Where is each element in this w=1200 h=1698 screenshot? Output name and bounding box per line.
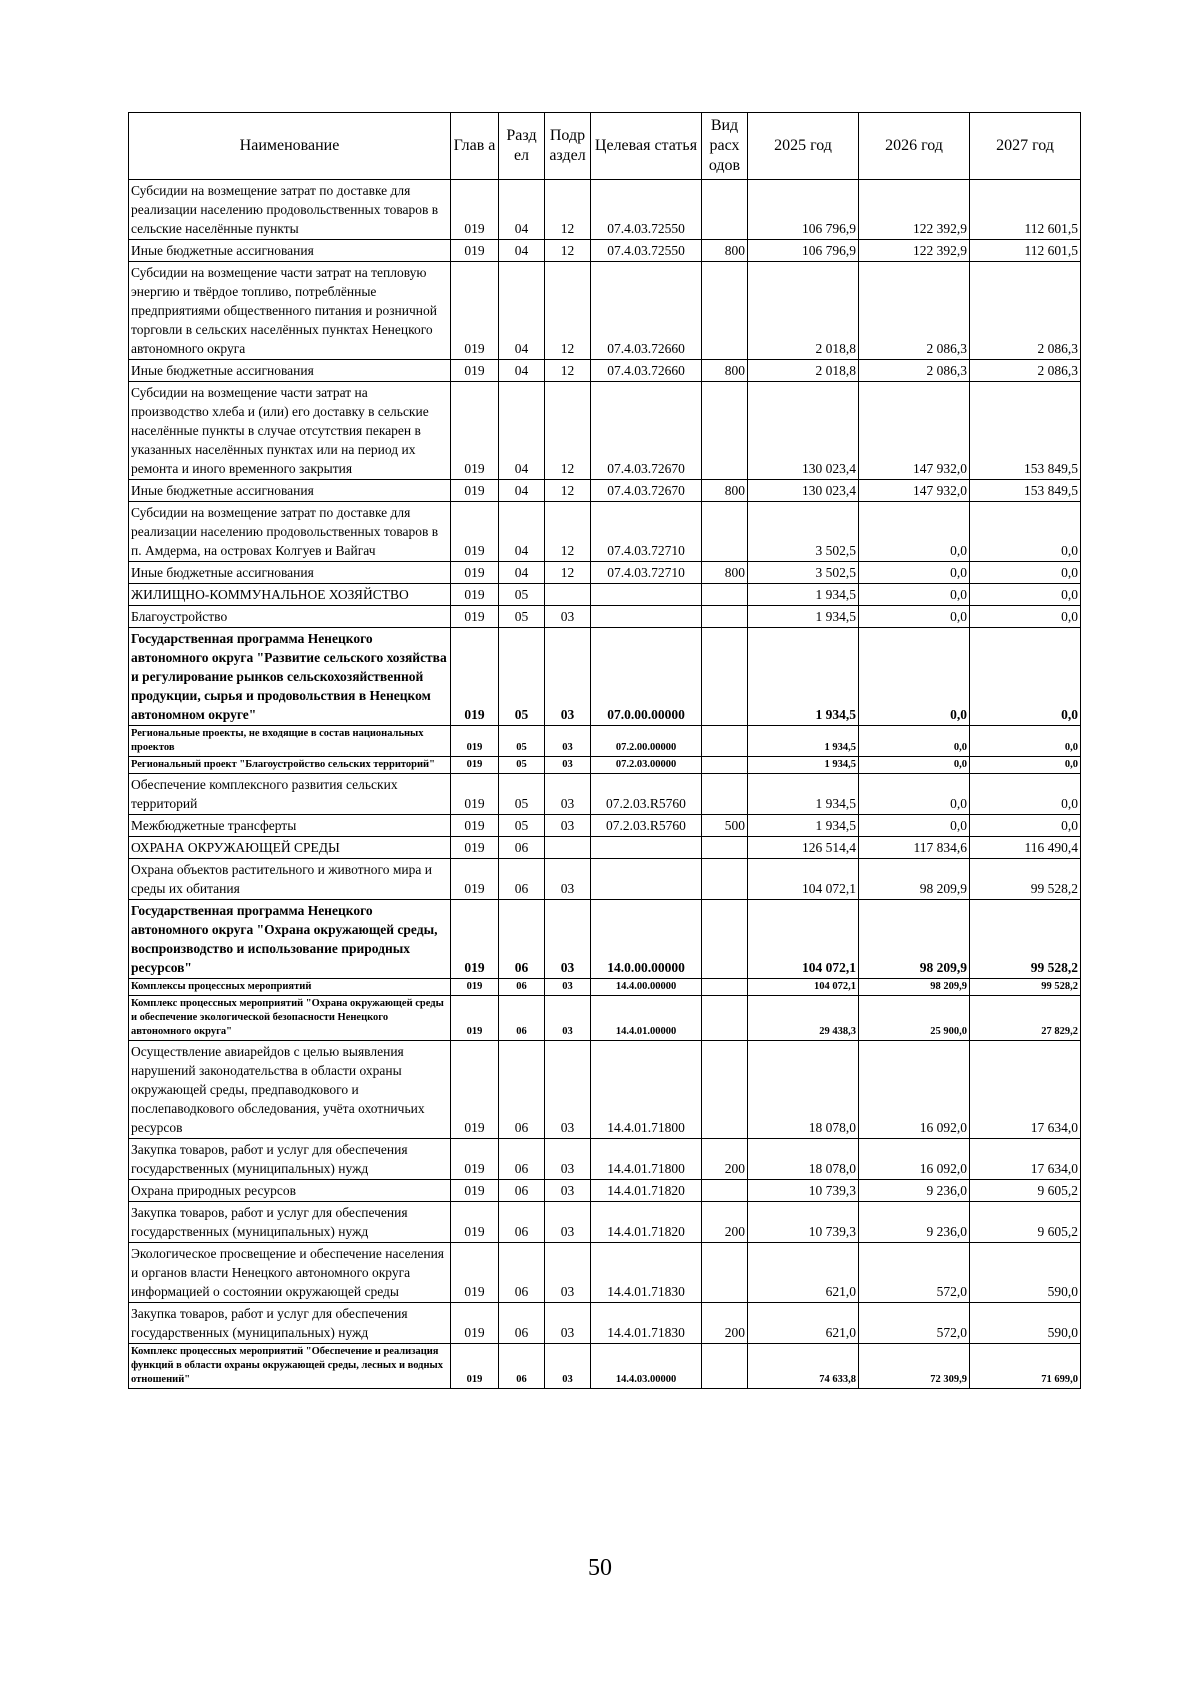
- cell-razdel: 05: [499, 606, 545, 628]
- cell-article: 07.2.00.00000: [591, 726, 702, 757]
- cell-glava: 019: [451, 859, 499, 900]
- cell-2027: 153 849,5: [970, 382, 1081, 480]
- cell-article: 07.4.03.72550: [591, 240, 702, 262]
- cell-2027: 99 528,2: [970, 979, 1081, 996]
- cell-glava: 019: [451, 996, 499, 1041]
- cell-vid: [702, 757, 748, 774]
- cell-2027: 17 634,0: [970, 1139, 1081, 1180]
- cell-razdel: 06: [499, 1139, 545, 1180]
- cell-name: Иные бюджетные ассигнования: [129, 240, 451, 262]
- cell-vid: 800: [702, 562, 748, 584]
- cell-glava: 019: [451, 1303, 499, 1344]
- table-row: [129, 757, 1081, 774]
- cell-podrazdel: 12: [545, 360, 591, 382]
- cell-2026: 0,0: [859, 757, 970, 774]
- cell-glava: 019: [451, 1139, 499, 1180]
- cell-2027: 99 528,2: [970, 859, 1081, 900]
- cell-podrazdel: 03: [545, 757, 591, 774]
- cell-glava: 019: [451, 900, 499, 979]
- table-row: [129, 382, 1081, 480]
- cell-podrazdel: 12: [545, 240, 591, 262]
- cell-vid: [702, 996, 748, 1041]
- cell-2026: 98 209,9: [859, 979, 970, 996]
- cell-name: Субсидии на возмещение части затрат на тепловую энергию и твёрдое топливо, потреблённые предприятиями общественного питания и розничной торговли в сельских населённых пунктах Ненецкого автономного округа: [129, 262, 451, 360]
- cell-razdel: 06: [499, 1243, 545, 1303]
- cell-name: Иные бюджетные ассигнования: [129, 562, 451, 584]
- cell-2025: 2 018,8: [748, 360, 859, 382]
- cell-podrazdel: 12: [545, 180, 591, 240]
- cell-podrazdel: 03: [545, 606, 591, 628]
- cell-razdel: 04: [499, 240, 545, 262]
- cell-2027: 112 601,5: [970, 180, 1081, 240]
- cell-podrazdel: 03: [545, 774, 591, 815]
- cell-podrazdel: 03: [545, 1041, 591, 1139]
- cell-2027: 99 528,2: [970, 900, 1081, 979]
- cell-glava: 019: [451, 480, 499, 502]
- cell-2027: 0,0: [970, 606, 1081, 628]
- cell-razdel: 06: [499, 1041, 545, 1139]
- cell-article: 14.4.01.71800: [591, 1139, 702, 1180]
- cell-article: 07.0.00.00000: [591, 628, 702, 726]
- cell-podrazdel: 03: [545, 979, 591, 996]
- cell-2027: 0,0: [970, 757, 1081, 774]
- cell-2026: 25 900,0: [859, 996, 970, 1041]
- cell-podrazdel: 03: [545, 1180, 591, 1202]
- cell-article: 07.2.03.R5760: [591, 815, 702, 837]
- cell-article: 14.4.01.71830: [591, 1303, 702, 1344]
- table-row: [129, 815, 1081, 837]
- cell-glava: 019: [451, 360, 499, 382]
- cell-2026: 98 209,9: [859, 900, 970, 979]
- cell-glava: 019: [451, 1243, 499, 1303]
- cell-2026: 0,0: [859, 562, 970, 584]
- table-row: [129, 859, 1081, 900]
- cell-2026: 98 209,9: [859, 859, 970, 900]
- cell-glava: 019: [451, 1344, 499, 1389]
- cell-name: Иные бюджетные ассигнования: [129, 480, 451, 502]
- cell-glava: 019: [451, 1202, 499, 1243]
- cell-glava: 019: [451, 1041, 499, 1139]
- cell-razdel: 04: [499, 480, 545, 502]
- table-row: [129, 180, 1081, 240]
- cell-2025: 1 934,5: [748, 584, 859, 606]
- cell-article: 14.4.03.00000: [591, 1344, 702, 1389]
- cell-2025: 18 078,0: [748, 1139, 859, 1180]
- cell-glava: 019: [451, 726, 499, 757]
- cell-vid: [702, 382, 748, 480]
- cell-razdel: 04: [499, 180, 545, 240]
- table-row: [129, 584, 1081, 606]
- cell-article: 14.4.01.71800: [591, 1041, 702, 1139]
- cell-razdel: 05: [499, 584, 545, 606]
- cell-2027: 116 490,4: [970, 837, 1081, 859]
- cell-glava: 019: [451, 180, 499, 240]
- cell-glava: 019: [451, 562, 499, 584]
- cell-2027: 71 699,0: [970, 1344, 1081, 1389]
- cell-vid: [702, 1344, 748, 1389]
- cell-vid: 800: [702, 360, 748, 382]
- cell-2027: 0,0: [970, 562, 1081, 584]
- cell-vid: 500: [702, 815, 748, 837]
- cell-article: 14.4.01.71820: [591, 1202, 702, 1243]
- cell-2025: 130 023,4: [748, 480, 859, 502]
- header-glava: Глав а: [451, 113, 499, 180]
- cell-article: 14.4.01.71820: [591, 1180, 702, 1202]
- cell-glava: 019: [451, 584, 499, 606]
- cell-2025: 130 023,4: [748, 382, 859, 480]
- cell-name: Комплекс процессных мероприятий "Обеспечение и реализация функций в области охраны окружающей среды, лесных и водных отношений": [129, 1344, 451, 1389]
- cell-name: Субсидии на возмещение затрат по доставке для реализации населению продовольственных товаров в п. Амдерма, на островах Колгуев и Вайгач: [129, 502, 451, 562]
- cell-name: Охрана природных ресурсов: [129, 1180, 451, 1202]
- cell-2025: 1 934,5: [748, 628, 859, 726]
- cell-vid: [702, 628, 748, 726]
- cell-2027: 2 086,3: [970, 262, 1081, 360]
- cell-name: Осуществление авиарейдов с целью выявления нарушений законодательства в области охраны окружающей среды, предпаводкового и послепаводкового обследования, учёта охотничьих ресурсов: [129, 1041, 451, 1139]
- cell-razdel: 05: [499, 757, 545, 774]
- cell-razdel: 06: [499, 1202, 545, 1243]
- cell-name: Региональные проекты, не входящие в состав национальных проектов: [129, 726, 451, 757]
- cell-2025: 1 934,5: [748, 774, 859, 815]
- cell-2026: 16 092,0: [859, 1041, 970, 1139]
- cell-glava: 019: [451, 1180, 499, 1202]
- cell-razdel: 06: [499, 900, 545, 979]
- cell-glava: 019: [451, 382, 499, 480]
- cell-2027: 0,0: [970, 815, 1081, 837]
- cell-vid: [702, 606, 748, 628]
- cell-2025: 104 072,1: [748, 900, 859, 979]
- cell-2026: 0,0: [859, 628, 970, 726]
- cell-razdel: 06: [499, 1344, 545, 1389]
- header-2025: 2025 год: [748, 113, 859, 180]
- cell-razdel: 06: [499, 979, 545, 996]
- cell-2027: 0,0: [970, 726, 1081, 757]
- cell-podrazdel: 03: [545, 859, 591, 900]
- cell-podrazdel: 12: [545, 262, 591, 360]
- table-row: [129, 900, 1081, 979]
- cell-glava: 019: [451, 628, 499, 726]
- table-row: [129, 262, 1081, 360]
- cell-article: 14.4.00.00000: [591, 979, 702, 996]
- table-row: [129, 1139, 1081, 1180]
- cell-2026: 122 392,9: [859, 180, 970, 240]
- cell-razdel: 05: [499, 774, 545, 815]
- cell-podrazdel: 03: [545, 1344, 591, 1389]
- cell-vid: 200: [702, 1202, 748, 1243]
- cell-razdel: 05: [499, 628, 545, 726]
- cell-2026: 9 236,0: [859, 1202, 970, 1243]
- cell-article: 07.4.03.72710: [591, 562, 702, 584]
- cell-2027: 2 086,3: [970, 360, 1081, 382]
- cell-2027: 0,0: [970, 628, 1081, 726]
- table-row: [129, 979, 1081, 996]
- cell-podrazdel: 03: [545, 900, 591, 979]
- cell-2027: 9 605,2: [970, 1180, 1081, 1202]
- cell-podrazdel: [545, 837, 591, 859]
- cell-2027: 17 634,0: [970, 1041, 1081, 1139]
- table-row: [129, 562, 1081, 584]
- table-row: [129, 726, 1081, 757]
- cell-name: Государственная программа Ненецкого автономного округа "Развитие сельского хозяйства и регулирование рынков сельскохозяйственной продукции, сырья и продовольствия в Ненецком автономном округе": [129, 628, 451, 726]
- cell-glava: 019: [451, 240, 499, 262]
- cell-vid: 800: [702, 480, 748, 502]
- cell-2025: 106 796,9: [748, 240, 859, 262]
- cell-2026: 122 392,9: [859, 240, 970, 262]
- cell-podrazdel: 12: [545, 382, 591, 480]
- cell-2025: 18 078,0: [748, 1041, 859, 1139]
- cell-2025: 1 934,5: [748, 606, 859, 628]
- cell-podrazdel: 03: [545, 1202, 591, 1243]
- table-row: [129, 606, 1081, 628]
- cell-2025: 3 502,5: [748, 502, 859, 562]
- cell-glava: 019: [451, 502, 499, 562]
- cell-name: Субсидии на возмещение части затрат на производство хлеба и (или) его доставку в сельские населённые пункты в случае отсутствия пекарен в указанных населённых пунктах или на период их ремонта и иного временного закрытия: [129, 382, 451, 480]
- cell-razdel: 04: [499, 502, 545, 562]
- cell-2025: 621,0: [748, 1303, 859, 1344]
- cell-glava: 019: [451, 262, 499, 360]
- cell-razdel: 04: [499, 382, 545, 480]
- cell-podrazdel: 03: [545, 1139, 591, 1180]
- cell-article: 14.4.01.71830: [591, 1243, 702, 1303]
- table-row: [129, 1180, 1081, 1202]
- cell-vid: [702, 262, 748, 360]
- table-row: [129, 360, 1081, 382]
- cell-2026: 0,0: [859, 584, 970, 606]
- cell-name: Иные бюджетные ассигнования: [129, 360, 451, 382]
- cell-2025: 104 072,1: [748, 859, 859, 900]
- cell-vid: 200: [702, 1139, 748, 1180]
- cell-glava: 019: [451, 815, 499, 837]
- table-body: [129, 180, 1081, 1389]
- cell-2027: 153 849,5: [970, 480, 1081, 502]
- cell-vid: [702, 774, 748, 815]
- table-row: [129, 1303, 1081, 1344]
- cell-article: 07.4.03.72660: [591, 360, 702, 382]
- cell-2026: 16 092,0: [859, 1139, 970, 1180]
- table-row: [129, 996, 1081, 1041]
- cell-2026: 0,0: [859, 726, 970, 757]
- table-row: [129, 502, 1081, 562]
- cell-podrazdel: 03: [545, 726, 591, 757]
- table-row: [129, 628, 1081, 726]
- cell-vid: [702, 837, 748, 859]
- cell-podrazdel: 03: [545, 815, 591, 837]
- table-row: [129, 1041, 1081, 1139]
- cell-podrazdel: 03: [545, 1243, 591, 1303]
- cell-name: Экологическое просвещение и обеспечение населения и органов власти Ненецкого автономного округа информацией о состоянии окружающей среды: [129, 1243, 451, 1303]
- cell-razdel: 06: [499, 1180, 545, 1202]
- cell-2026: 2 086,3: [859, 360, 970, 382]
- cell-name: Комплекс процессных мероприятий "Охрана окружающей среды и обеспечение экологической безопасности Ненецкого автономного округа": [129, 996, 451, 1041]
- cell-2025: 10 739,3: [748, 1202, 859, 1243]
- cell-article: [591, 859, 702, 900]
- cell-name: Субсидии на возмещение затрат по доставке для реализации населению продовольственных товаров в сельские населённые пункты: [129, 180, 451, 240]
- cell-2026: 147 932,0: [859, 382, 970, 480]
- header-podrazdel: Подр аздел: [545, 113, 591, 180]
- cell-2025: 104 072,1: [748, 979, 859, 996]
- cell-2025: 10 739,3: [748, 1180, 859, 1202]
- cell-2025: 1 934,5: [748, 726, 859, 757]
- cell-podrazdel: 12: [545, 502, 591, 562]
- cell-podrazdel: 12: [545, 480, 591, 502]
- cell-2026: 0,0: [859, 502, 970, 562]
- cell-2025: 106 796,9: [748, 180, 859, 240]
- cell-name: ОХРАНА ОКРУЖАЮЩЕЙ СРЕДЫ: [129, 837, 451, 859]
- header-name: Наименование: [129, 113, 451, 180]
- cell-article: [591, 606, 702, 628]
- cell-vid: [702, 1041, 748, 1139]
- cell-2027: 590,0: [970, 1303, 1081, 1344]
- header-2027: 2027 год: [970, 113, 1081, 180]
- cell-2026: 0,0: [859, 606, 970, 628]
- cell-2025: 3 502,5: [748, 562, 859, 584]
- cell-2027: 27 829,2: [970, 996, 1081, 1041]
- cell-2026: 0,0: [859, 774, 970, 815]
- cell-podrazdel: 03: [545, 628, 591, 726]
- cell-2026: 147 932,0: [859, 480, 970, 502]
- cell-vid: [702, 726, 748, 757]
- cell-2026: 117 834,6: [859, 837, 970, 859]
- header-razdel: Разд ел: [499, 113, 545, 180]
- table-row: [129, 480, 1081, 502]
- cell-article: 07.4.03.72710: [591, 502, 702, 562]
- cell-2025: 126 514,4: [748, 837, 859, 859]
- table-row: [129, 1202, 1081, 1243]
- cell-name: ЖИЛИЩНО-КОММУНАЛЬНОЕ ХОЗЯЙСТВО: [129, 584, 451, 606]
- cell-razdel: 06: [499, 859, 545, 900]
- cell-2026: 572,0: [859, 1243, 970, 1303]
- cell-name: Государственная программа Ненецкого автономного округа "Охрана окружающей среды, воспроизводство и использование природных ресурсов": [129, 900, 451, 979]
- cell-2025: 2 018,8: [748, 262, 859, 360]
- cell-2025: 1 934,5: [748, 815, 859, 837]
- cell-2027: 590,0: [970, 1243, 1081, 1303]
- cell-article: 07.2.03.R5760: [591, 774, 702, 815]
- cell-2025: 29 438,3: [748, 996, 859, 1041]
- header-article: Целевая статья: [591, 113, 702, 180]
- cell-razdel: 06: [499, 837, 545, 859]
- budget-table: [128, 112, 1081, 1389]
- cell-name: Охрана объектов растительного и животного мира и среды их обитания: [129, 859, 451, 900]
- cell-article: 14.0.00.00000: [591, 900, 702, 979]
- table-row: [129, 1344, 1081, 1389]
- cell-podrazdel: 03: [545, 996, 591, 1041]
- cell-2025: 621,0: [748, 1243, 859, 1303]
- header-vid: Вид расх одов: [702, 113, 748, 180]
- cell-2026: 0,0: [859, 815, 970, 837]
- cell-vid: [702, 900, 748, 979]
- header-2026: 2026 год: [859, 113, 970, 180]
- cell-glava: 019: [451, 837, 499, 859]
- cell-podrazdel: [545, 584, 591, 606]
- cell-name: Закупка товаров, работ и услуг для обеспечения государственных (муниципальных) нужд: [129, 1139, 451, 1180]
- cell-2026: 572,0: [859, 1303, 970, 1344]
- cell-vid: 200: [702, 1303, 748, 1344]
- cell-glava: 019: [451, 757, 499, 774]
- table-row: [129, 240, 1081, 262]
- cell-razdel: 05: [499, 815, 545, 837]
- cell-vid: [702, 180, 748, 240]
- cell-article: 07.2.03.00000: [591, 757, 702, 774]
- cell-name: Закупка товаров, работ и услуг для обеспечения государственных (муниципальных) нужд: [129, 1202, 451, 1243]
- cell-2027: 9 605,2: [970, 1202, 1081, 1243]
- cell-article: 07.4.03.72550: [591, 180, 702, 240]
- cell-article: 07.4.03.72670: [591, 480, 702, 502]
- cell-podrazdel: 03: [545, 1303, 591, 1344]
- cell-razdel: 04: [499, 562, 545, 584]
- cell-name: Региональный проект "Благоустройство сельских территорий": [129, 757, 451, 774]
- cell-podrazdel: 12: [545, 562, 591, 584]
- cell-razdel: 04: [499, 360, 545, 382]
- cell-article: 07.4.03.72670: [591, 382, 702, 480]
- table-header-row: [129, 113, 1081, 180]
- cell-glava: 019: [451, 606, 499, 628]
- cell-name: Закупка товаров, работ и услуг для обеспечения государственных (муниципальных) нужд: [129, 1303, 451, 1344]
- cell-razdel: 06: [499, 1303, 545, 1344]
- cell-vid: [702, 1243, 748, 1303]
- cell-2026: 9 236,0: [859, 1180, 970, 1202]
- cell-glava: 019: [451, 774, 499, 815]
- cell-vid: 800: [702, 240, 748, 262]
- cell-vid: [702, 1180, 748, 1202]
- cell-article: [591, 837, 702, 859]
- cell-vid: [702, 979, 748, 996]
- table-row: [129, 774, 1081, 815]
- cell-2026: 72 309,9: [859, 1344, 970, 1389]
- cell-2027: 0,0: [970, 774, 1081, 815]
- page-number: 50: [588, 1555, 612, 1581]
- cell-2025: 1 934,5: [748, 757, 859, 774]
- cell-article: [591, 584, 702, 606]
- cell-name: Благоустройство: [129, 606, 451, 628]
- cell-name: Межбюджетные трансферты: [129, 815, 451, 837]
- cell-razdel: 04: [499, 262, 545, 360]
- cell-vid: [702, 502, 748, 562]
- table-row: [129, 837, 1081, 859]
- cell-2025: 74 633,8: [748, 1344, 859, 1389]
- cell-name: Обеспечение комплексного развития сельских территорий: [129, 774, 451, 815]
- cell-2026: 2 086,3: [859, 262, 970, 360]
- cell-razdel: 06: [499, 996, 545, 1041]
- cell-2027: 112 601,5: [970, 240, 1081, 262]
- table-row: [129, 1243, 1081, 1303]
- cell-2027: 0,0: [970, 502, 1081, 562]
- cell-name: Комплексы процессных мероприятий: [129, 979, 451, 996]
- cell-razdel: 05: [499, 726, 545, 757]
- cell-article: 14.4.01.00000: [591, 996, 702, 1041]
- cell-glava: 019: [451, 979, 499, 996]
- cell-vid: [702, 584, 748, 606]
- cell-article: 07.4.03.72660: [591, 262, 702, 360]
- cell-2027: 0,0: [970, 584, 1081, 606]
- cell-vid: [702, 859, 748, 900]
